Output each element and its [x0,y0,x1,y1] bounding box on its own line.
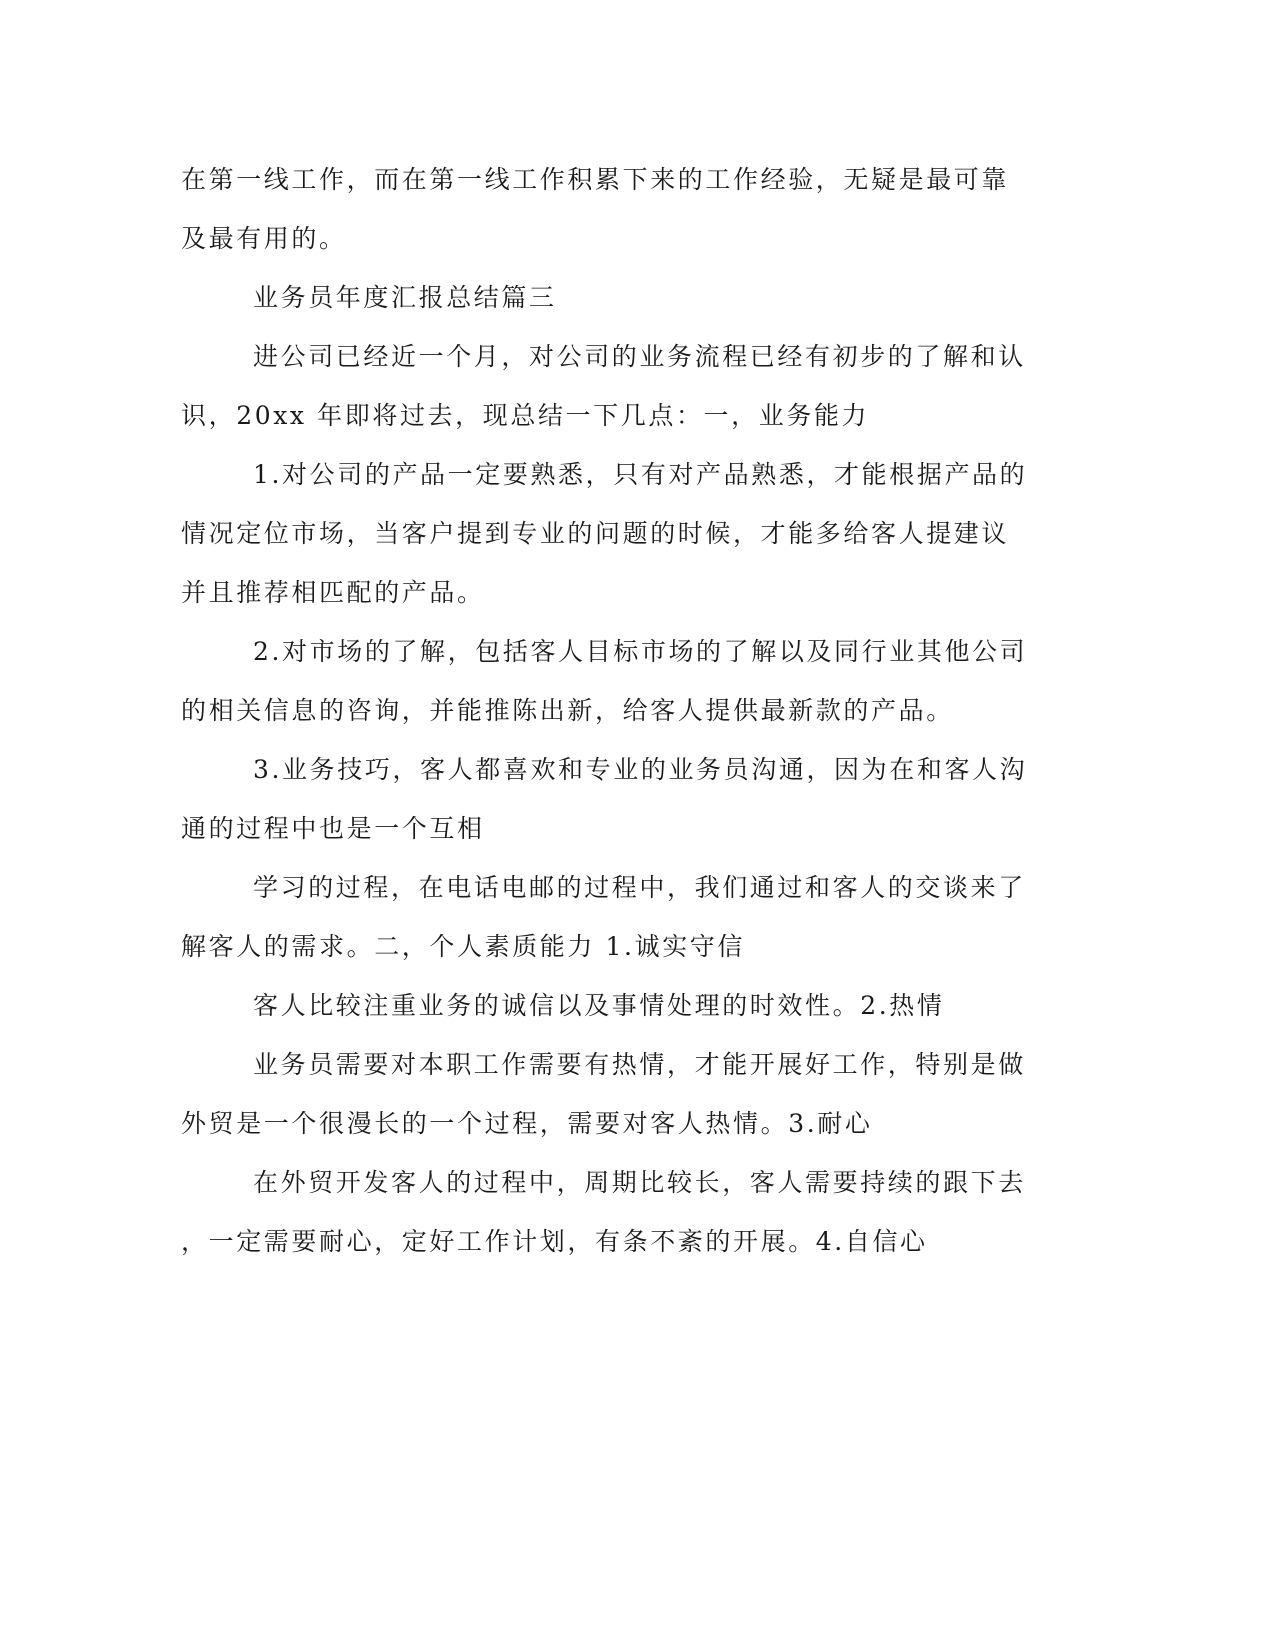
text-line: 学习的过程，在电话电邮的过程中，我们通过和客人的交谈来了 [253,873,1026,902]
text-line: 进公司已经近一个月，对公司的业务流程已经有初步的了解和认 [253,342,1026,371]
text-line: 1.对公司的产品一定要熟悉，只有对产品熟悉，才能根据产品的 [253,460,1028,489]
text-line: 客人比较注重业务的诚信以及事情处理的时效性。2.热情 [253,991,945,1020]
text-line: ，一定需要耐心，定好工作计划，有条不紊的开展。4.自信心 [181,1227,928,1256]
text-line: 解客人的需求。二，个人素质能力 1.诚实守信 [181,932,746,961]
text-line: 情况定位市场，当客户提到专业的问题的时候，才能多给客人提建议 [181,519,1010,548]
text-line: 及最有用的。 [181,224,347,253]
text-line: 业务员需要对本职工作需要有热情，才能开展好工作，特别是做 [253,1050,1026,1079]
text-line: 2.对市场的了解，包括客人目标市场的了解以及同行业其他公司 [253,637,1028,666]
text-line: 在外贸开发客人的过程中，周期比较长，客人需要持续的跟下去 [253,1168,1026,1197]
text-line: 3.业务技巧，客人都喜欢和专业的业务员沟通，因为在和客人沟 [253,755,1028,784]
text-line: 通的过程中也是一个互相 [181,814,485,843]
text-line: 外贸是一个很漫长的一个过程，需要对客人热情。3.耐心 [181,1109,873,1138]
text-line: 的相关信息的咨询，并能推陈出新，给客人提供最新款的产品。 [181,696,954,725]
text-line: 并且推荐相匹配的产品。 [181,578,485,607]
text-line: 在第一线工作，而在第一线工作积累下来的工作经验，无疑是最可靠 [181,165,1010,194]
text-line: 识，20xx 年即将过去，现总结一下几点：一，业务能力 [181,401,870,430]
section-heading: 业务员年度汇报总结篇三 [253,283,557,312]
